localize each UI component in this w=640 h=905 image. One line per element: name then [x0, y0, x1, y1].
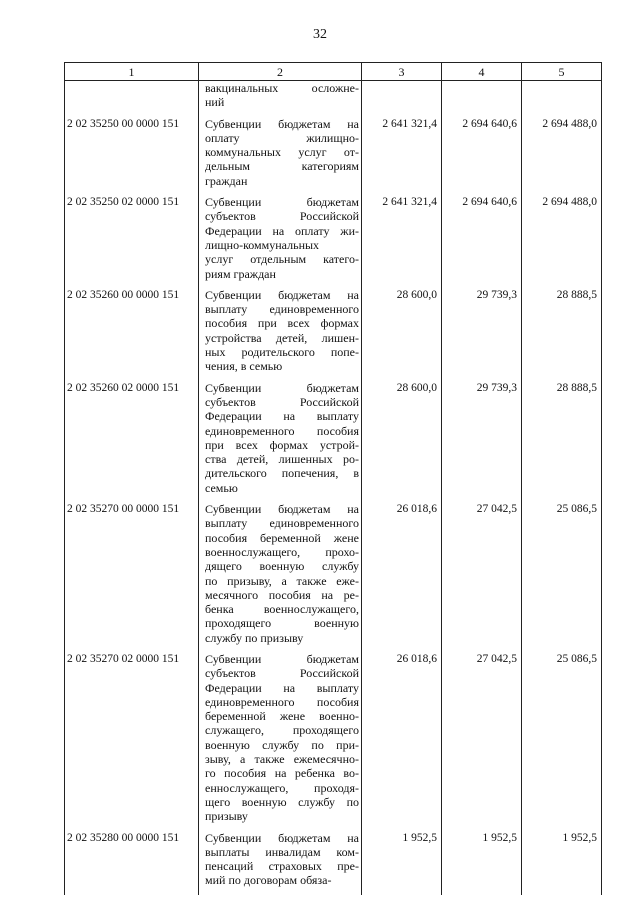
page-number: 32 — [313, 27, 327, 42]
cell-name — [199, 381, 362, 502]
name-line: семью — [205, 480, 238, 495]
name-line: оплату жилищно- — [205, 130, 359, 145]
cell-value-col3: 28 600,0 — [362, 381, 442, 502]
cell-value-col4: 2 694 640,6 — [442, 195, 522, 288]
name-line: пенсаций страховых пре- — [205, 859, 359, 874]
cell-value-col3: 2 641 321,4 — [362, 117, 442, 195]
cell-value-2024 — [442, 81, 522, 117]
name-line: Субвенции бюджетам — [205, 195, 359, 210]
name-line: Федерации на оплату жи- — [205, 223, 359, 238]
table-row — [65, 502, 602, 652]
name-line: субъектов Российской — [205, 394, 359, 409]
cell-value-2025 — [522, 81, 602, 117]
name-line: пособия беременной жене — [205, 530, 359, 545]
table-row — [65, 381, 602, 502]
name-line: выплаты инвалидам ком- — [205, 844, 359, 859]
table-row — [65, 195, 602, 288]
cell-value-col5: 28 888,5 — [522, 381, 602, 502]
cell-value-col5: 28 888,5 — [522, 288, 602, 381]
table-body — [65, 81, 602, 895]
cell-value-col5: 25 086,5 — [522, 652, 602, 831]
cell-name — [199, 117, 362, 195]
name-line: зыву, а также ежемесячно- — [205, 752, 359, 767]
name-line: месячного пособия на ре- — [205, 587, 359, 602]
name-line: коммунальных услуг от- — [205, 145, 359, 160]
cell-name — [199, 288, 362, 381]
name-line: щего военную службу по — [205, 794, 359, 809]
cell-code: 2 02 35260 00 0000 151 — [65, 288, 199, 381]
name-line: дящего военную службу — [205, 559, 359, 574]
name-line: лищно-коммунальных — [205, 237, 320, 252]
column-header-1: 1 — [65, 63, 199, 81]
cell-value-col4: 29 739,3 — [442, 288, 522, 381]
cell-code: 2 02 35280 00 0000 151 — [65, 831, 199, 895]
name-line: ства детей, лишенных ро- — [205, 452, 359, 467]
cell-code: 2 02 35250 02 0000 151 — [65, 195, 199, 288]
name-line: пособия при всех формах — [205, 316, 359, 331]
name-line: мий по договорам обяза- — [205, 873, 332, 888]
name-line: устройства детей, лишен- — [205, 330, 359, 345]
cell-code: 2 02 35260 02 0000 151 — [65, 381, 199, 502]
name-line: проходящего военную — [205, 616, 359, 631]
name-line: выплату единовременного — [205, 516, 359, 531]
name-line: при всех формах устрой- — [205, 437, 359, 452]
cell-value-col4: 27 042,5 — [442, 502, 522, 652]
name-line: выплату единовременного — [205, 302, 359, 317]
name-line: ний — [205, 95, 225, 110]
cell-code: 2 02 35250 00 0000 151 — [65, 117, 199, 195]
name-line: призыву — [205, 809, 248, 824]
cell-value-col4: 29 739,3 — [442, 381, 522, 502]
name-line: Субвенции бюджетам — [205, 380, 359, 395]
cell-code: 2 02 35270 00 0000 151 — [65, 502, 199, 652]
name-line: субъектов Российской — [205, 209, 359, 224]
cell-value-col5: 2 694 488,0 — [522, 117, 602, 195]
table-row — [65, 288, 602, 381]
cell-name — [199, 195, 362, 288]
name-line: бенка военнослужащего, — [205, 602, 359, 617]
name-line: единовременного пособия — [205, 423, 359, 438]
name-line: го пособия на ребенка во- — [205, 766, 359, 781]
budget-table — [64, 62, 602, 895]
cell-value-col4: 2 694 640,6 — [442, 117, 522, 195]
cell-value-col3: 26 018,6 — [362, 652, 442, 831]
cell-name — [199, 502, 362, 652]
cell-value-2023 — [362, 81, 442, 117]
name-line: служащего, проходящего — [205, 723, 359, 738]
table-row — [65, 831, 602, 895]
cell-value-col3: 28 600,0 — [362, 288, 442, 381]
continuation-row — [65, 81, 602, 117]
name-line: службу по призыву — [205, 630, 304, 645]
name-line: еннослужащего, проходя- — [205, 780, 359, 795]
table-row — [65, 117, 602, 195]
cell-name — [199, 831, 362, 895]
name-line: Субвенции бюджетам на — [205, 116, 359, 131]
column-header-2: 2 — [199, 63, 362, 81]
name-line: Субвенции бюджетам на — [205, 287, 359, 302]
table-row — [65, 652, 602, 831]
name-line: ных родительского попе- — [205, 345, 359, 360]
name-line: Федерации на выплату — [205, 680, 359, 695]
name-line: риям граждан — [205, 266, 276, 281]
name-line: единовременного пособия — [205, 694, 359, 709]
cell-value-col5: 1 952,5 — [522, 831, 602, 895]
name-line: дительского попечения, в — [205, 466, 359, 481]
cell-value-col3: 1 952,5 — [362, 831, 442, 895]
name-line: вакцинальных осложне- — [205, 81, 359, 95]
column-header-5: 5 — [522, 63, 602, 81]
cell-value-col4: 27 042,5 — [442, 652, 522, 831]
cell-code — [65, 81, 199, 117]
name-line: дельным категориям — [205, 159, 359, 174]
cell-name — [199, 81, 362, 117]
name-line: Субвенции бюджетам на — [205, 830, 359, 845]
column-header-3: 3 — [362, 63, 442, 81]
cell-name — [199, 652, 362, 831]
cell-value-col3: 26 018,6 — [362, 502, 442, 652]
cell-value-col5: 25 086,5 — [522, 502, 602, 652]
name-line: граждан — [205, 173, 248, 188]
name-line: беременной жене военно- — [205, 709, 359, 724]
name-line: Субвенции бюджетам на — [205, 502, 359, 517]
cell-value-col5: 2 694 488,0 — [522, 195, 602, 288]
name-line: военнослужащего, прохо- — [205, 544, 359, 559]
name-line: услуг отдельным катего- — [205, 252, 359, 267]
cell-value-col4: 1 952,5 — [442, 831, 522, 895]
cell-code: 2 02 35270 02 0000 151 — [65, 652, 199, 831]
cell-value-col3: 2 641 321,4 — [362, 195, 442, 288]
header-row — [65, 63, 602, 81]
name-line: Федерации на выплату — [205, 409, 359, 424]
name-line: по призыву, а также еже- — [205, 573, 359, 588]
name-line: Субвенции бюджетам — [205, 651, 359, 666]
name-line: чения, в семью — [205, 359, 283, 374]
name-line: военную службу по при- — [205, 737, 359, 752]
column-header-4: 4 — [442, 63, 522, 81]
name-line: субъектов Российской — [205, 666, 359, 681]
